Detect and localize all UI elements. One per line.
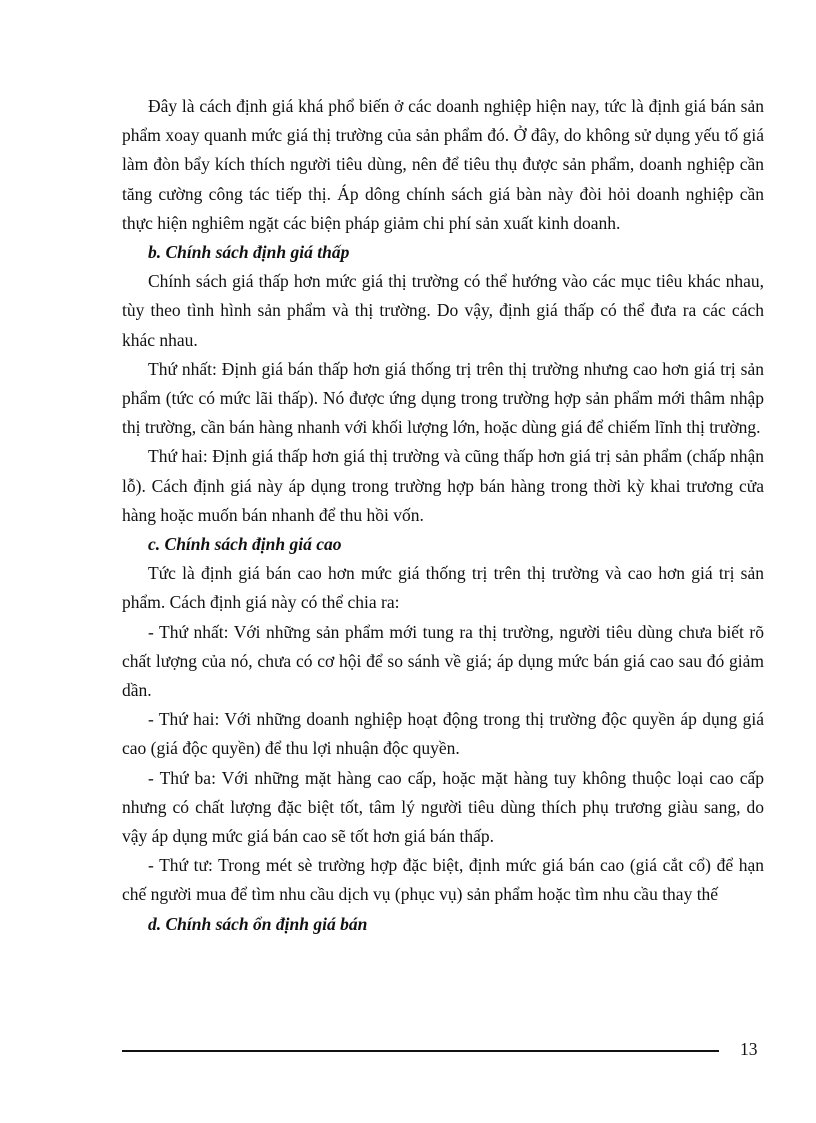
- paragraph-market-pricing: Đây là cách định giá khá phổ biến ở các doanh nghiệp hiện nay, tức là định giá bán sản phẩm xoay quanh mức giá thị trường của sản phẩm đó. Ở đây, do không sử dụng yếu tố giá làm đòn bẩy kích thích người tiêu dùng, nên để tiêu thụ được sản phẩm, doanh nghiệp cần tăng cường công tác tiếp thị. Áp dông chính sách giá bàn này đòi hỏi doanh nghiệp cần thực hiện nghiêm ngặt các biện pháp giảm chi phí sản xuất kinh doanh.: [122, 96, 764, 233]
- paragraph-high-price-intro: Tức là định giá bán cao hơn mức giá thống trị trên thị trường và cao hơn giá trị sản phẩm. Cách định giá này có thể chia ra:: [122, 563, 764, 613]
- heading-high-price-policy: c. Chính sách định giá cao: [148, 534, 342, 555]
- heading-price-stability-policy: d. Chính sách ổn định giá bán: [148, 913, 368, 934]
- paragraph-low-price-first: Thứ nhất: Định giá bán thấp hơn giá thống trị trên thị trường nhưng cao hơn giá trị sản phẩm (tức có mức lãi thấp). Nó được ứng dụng trong trường hợp sản phẩm mới thâm nhập thị trường, cần bán hàng nhanh với khối lượng lớn, hoặc dùng giá để chiếm lĩnh thị trường.: [122, 358, 764, 438]
- footer-divider: [122, 1050, 719, 1052]
- page-number: 13: [740, 1039, 758, 1059]
- paragraph-high-price-first: - Thứ nhất: Với những sản phẩm mới tung ra thị trường, người tiêu dùng chưa biết rõ chất lượng của nó, chưa có cơ hội để so sánh về giá; áp dụng mức bán giá cao sau đó giảm dần.: [122, 621, 764, 701]
- paragraph-low-price-second: Thứ hai: Định giá thấp hơn giá thị trường và cũng thấp hơn giá trị sản phẩm (chấp nhận lỗ). Cách định giá này áp dụng trong trường hợp bán hàng trong thời kỳ khai trương cửa hàng hoặc muốn bán nhanh để thu hồi vốn.: [122, 446, 764, 525]
- paragraph-high-price-second: - Thứ hai: Với những doanh nghiệp hoạt động trong thị trường độc quyền áp dụng giá cao (giá độc quyền) để thu lợi nhuận độc quyền.: [122, 709, 764, 759]
- document-body: [122, 92, 764, 939]
- paragraph-high-price-fourth: - Thứ tư: Trong mét sè trường hợp đặc biệt, định mức giá bán cao (giá cắt cổ) để hạn chế người mua để tìm nhu cầu dịch vụ (phục vụ) sản phẩm hoặc tìm nhu cầu thay thế: [122, 855, 764, 905]
- paragraph-high-price-third: - Thứ ba: Với những mặt hàng cao cấp, hoặc mặt hàng tuy không thuộc loại cao cấp nhưng có chất lượng đặc biệt tốt, tâm lý người tiêu dùng thích phụ trương giàu sang, do vậy áp dụng mức giá bán cao sẽ tốt hơn giá bán thấp.: [122, 767, 764, 847]
- paragraph-low-price-intro: Chính sách giá thấp hơn mức giá thị trường có thể hướng vào các mục tiêu khác nhau, tùy theo tình hình sản phẩm và thị trường. Do vậy, định giá thấp có thể đưa ra các cách khác nhau.: [122, 271, 764, 350]
- heading-low-price-policy: b. Chính sách định giá thấp: [148, 242, 350, 263]
